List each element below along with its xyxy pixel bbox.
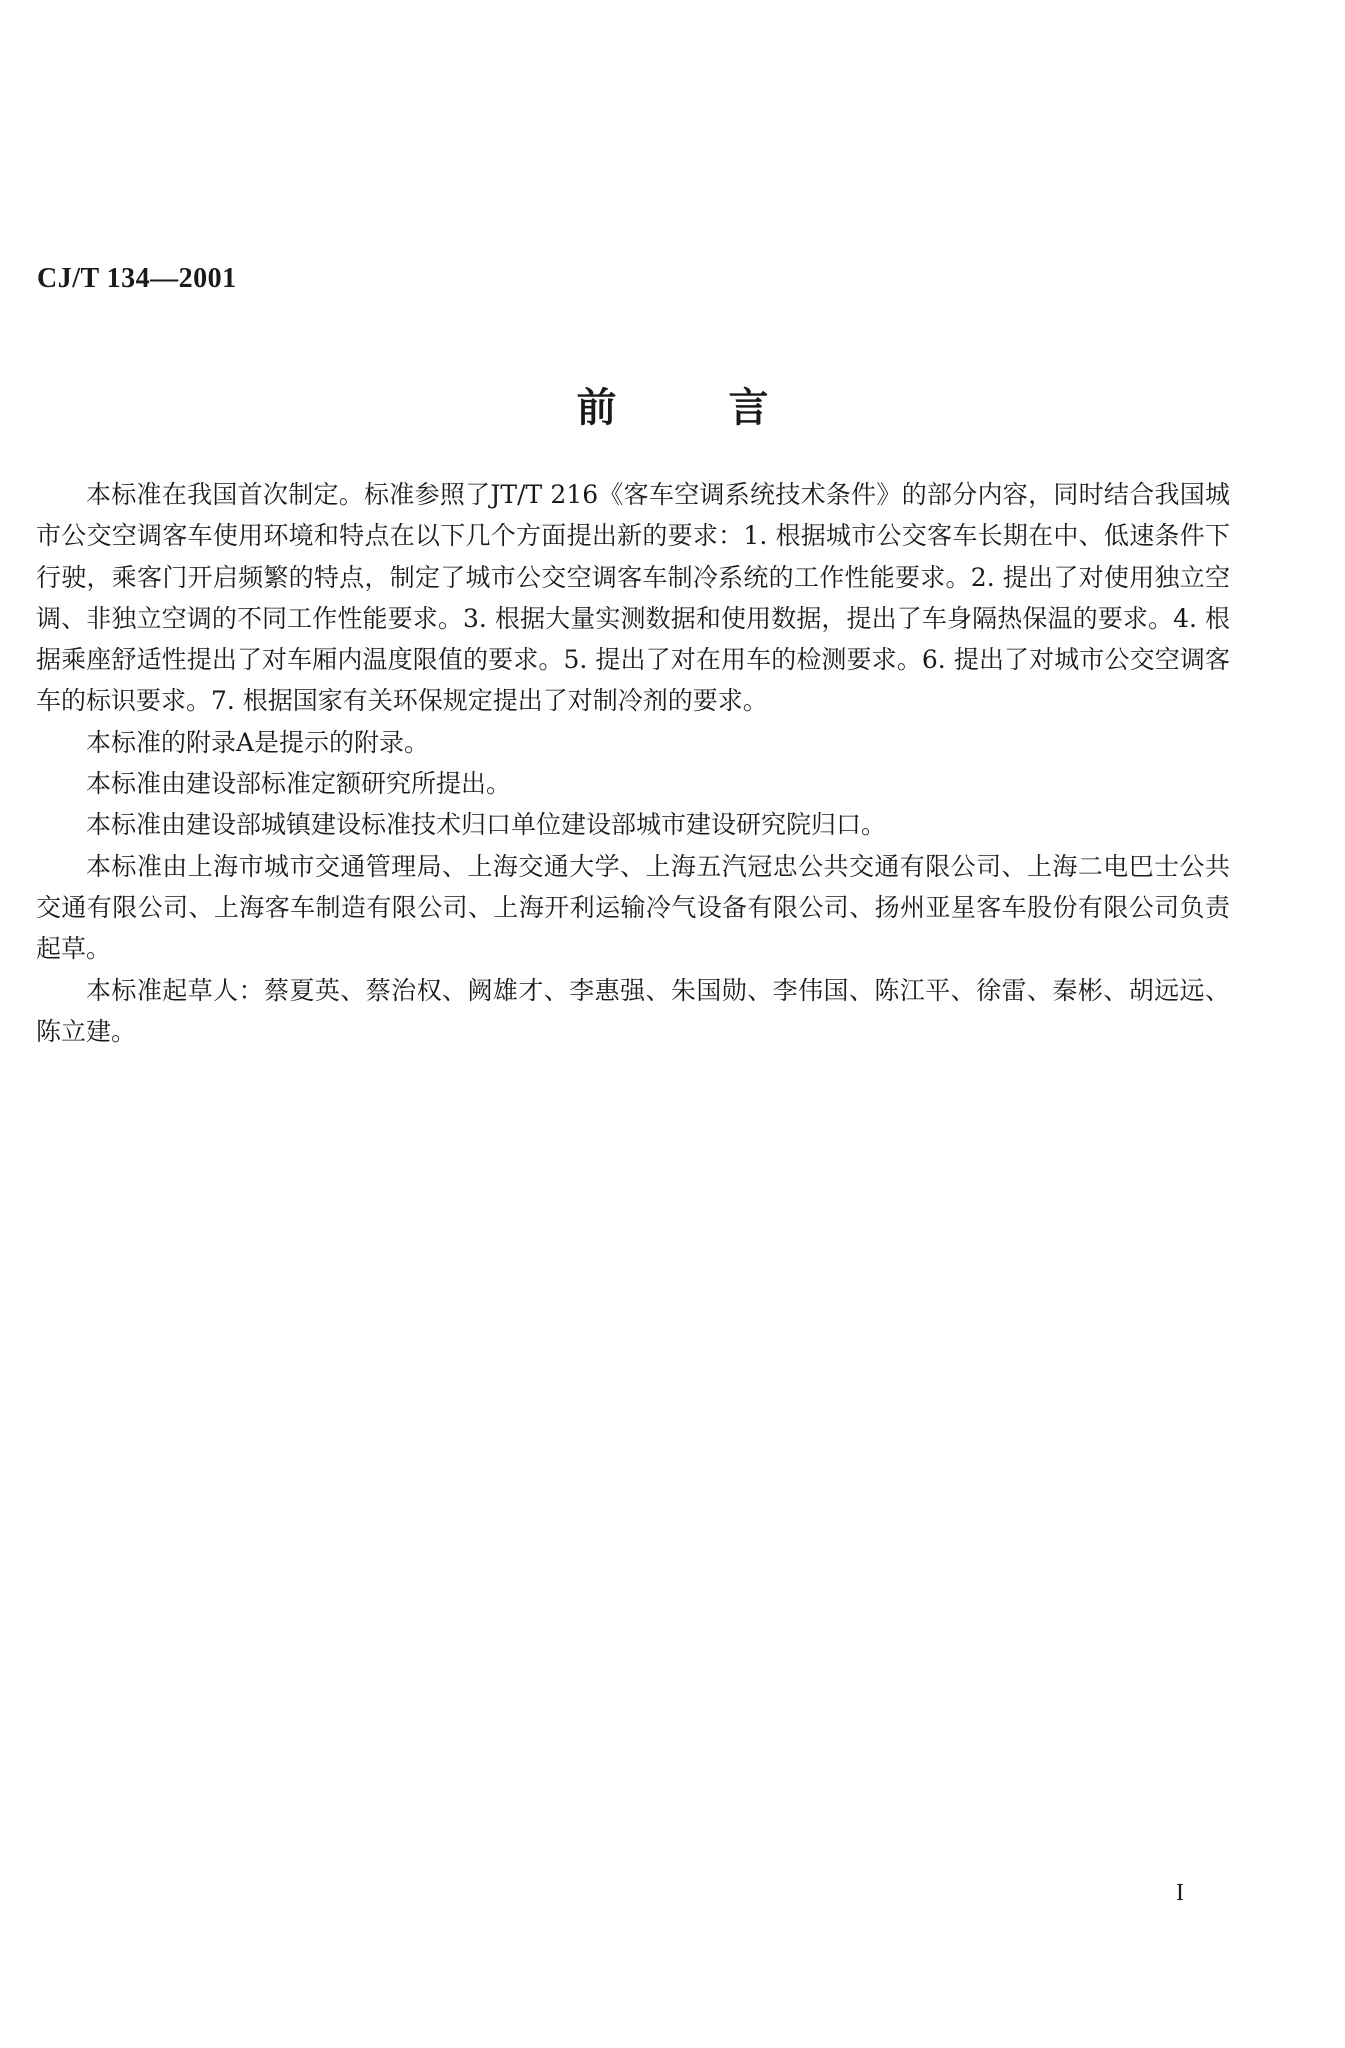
- paragraph: 本标准由建设部标准定额研究所提出。: [86, 769, 512, 799]
- foreword-body: [36, 474, 1230, 1052]
- paragraph: 本标准由建设部城镇建设标准技术归口单位建设部城市建设研究院归口。: [86, 810, 887, 840]
- page-number: I: [1176, 1880, 1184, 1906]
- standard-code: CJ/T 134—2001: [37, 263, 237, 294]
- paragraph: 本标准起草人：蔡夏英、蔡治权、阙雄才、李惠强、朱国勋、李伟国、陈江平、徐雷、秦彬、胡远远、陈立建。: [36, 975, 1230, 1046]
- paragraph: 本标准由上海市城市交通管理局、上海交通大学、上海五汽冠忠公共交通有限公司、上海二电巴士公共交通有限公司、上海客车制造有限公司、上海开利运输冷气设备有限公司、扬州亚星客车股份有限公司负责起草。: [36, 851, 1230, 964]
- page-title: 前言: [576, 384, 881, 431]
- paragraph: 本标准在我国首次制定。标准参照了JT/T 216《客车空调系统技术条件》的部分内容，同时结合我国城市公交空调客车使用环境和特点在以下几个方面提出新的要求：1. 根据城市公交客车长期在中、低速条件下行驶，乘客门开启频繁的特点，制定了城市公交空调客车制冷系统的工作性能要求。2. 提出了对使用独立空调、非独立空调的不同工作性能要求。3. 根据大量实测数据和使用数据，提出了车身隔热保温的要求。4. 根据乘座舒适性提出了对车厢内温度限值的要求。5. 提出了对在用车的检测要求。6. 提出了对城市公交空调客车的标识要求。7. 根据国家有关环保规定提出了对制冷剂的要求。: [36, 480, 1230, 716]
- paragraph: 本标准的附录A是提示的附录。: [86, 727, 430, 757]
